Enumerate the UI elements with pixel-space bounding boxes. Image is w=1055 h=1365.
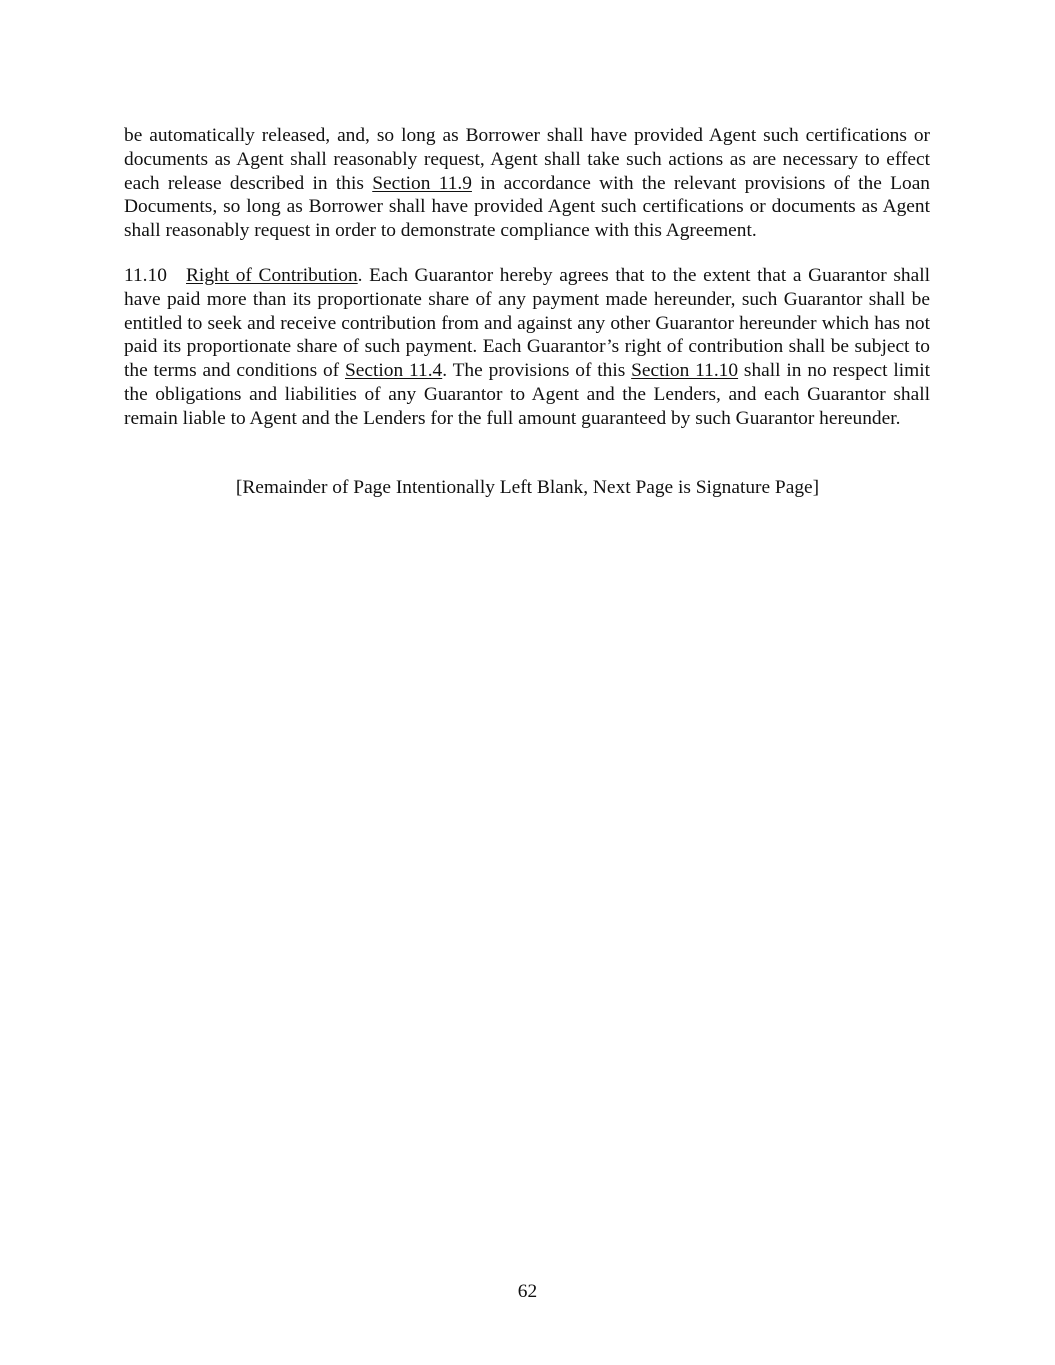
paragraph-right-of-contribution (124, 264, 930, 431)
section-reference-link: Section 11.4 (345, 360, 443, 382)
section-number: 11.10 (124, 265, 167, 286)
paragraph-text: . Each Guarantor hereby agrees that to the extent that a Guarantor shall have paid more than its proportionate share of any payment made hereunder, such Guarantor shall be entitled to seek and receive contribution from and against any other Guarantor hereunder which has not paid its proportionate share of such payment. Each Guarantor’s right of contribution shall be subject to the terms and conditions of (124, 265, 930, 382)
page-number: 62 (517, 1281, 538, 1302)
section-reference-link: Section 11.10 (631, 360, 739, 382)
paragraph-text: in accordance with the relevant provisions of the Loan Documents, so long as Borrower shall have provided Agent such certifications or documents as Agent shall reasonably request in order to demonstrate compliance with this Agreement. (124, 172, 931, 242)
remainder-note: [Remainder of Page Intentionally Left Blank, Next Page is Signature Page] (235, 477, 820, 498)
paragraph-text: . The provisions of this (442, 360, 632, 382)
section-reference-link: Section 11.9 (372, 172, 472, 194)
paragraph-text: be automatically released, and, so long as Borrower shall have provided Agent such certifications or documents as Agent shall reasonably request, Agent shall take such actions as are necessary to effect each release described in this (124, 125, 930, 194)
paragraph-release (124, 124, 930, 243)
paragraph-text: shall in no respect limit the obligations and liabilities of any Guarantor to Agent and the Lenders, and each Guarantor shall remain liable to Agent and the Lenders for the full amount guaranteed by such Guarantor hereunder. (124, 360, 930, 429)
section-title: Right of Contribution (186, 265, 358, 286)
